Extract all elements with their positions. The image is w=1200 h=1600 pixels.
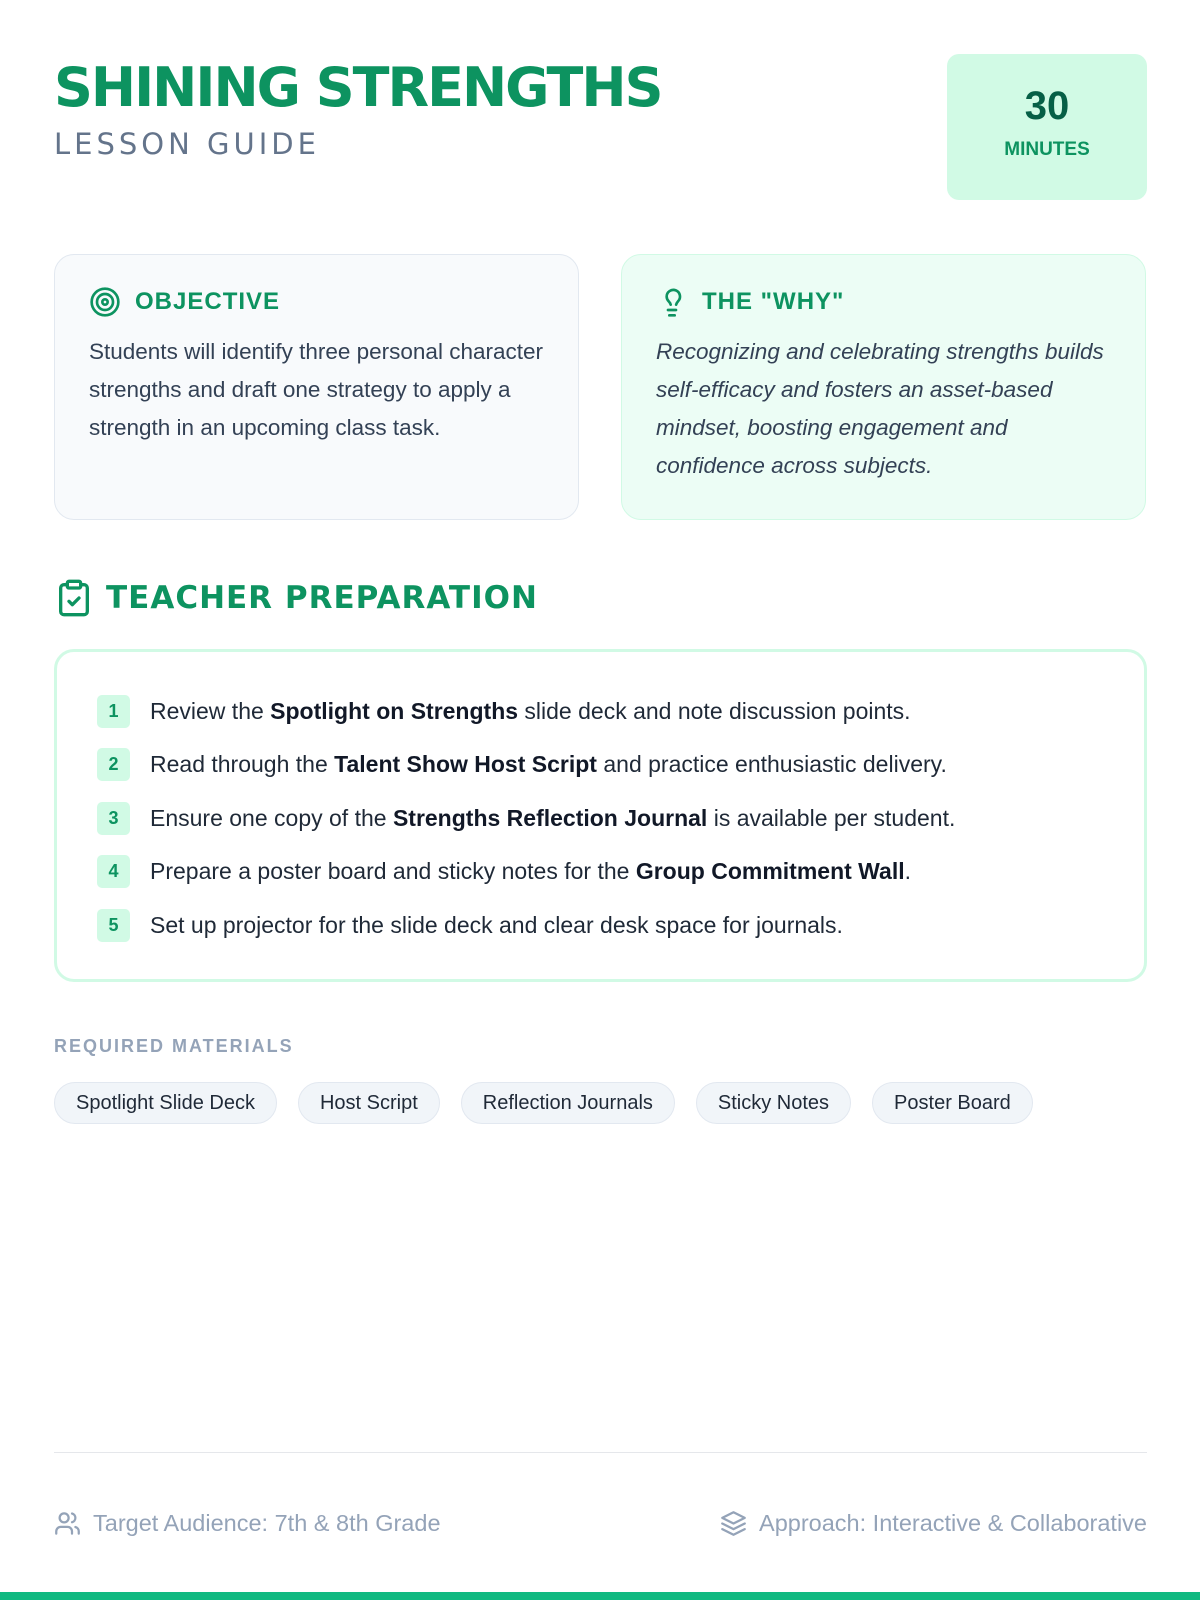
step-text: Read through the Talent Show Host Script and practice enthusiastic delivery.: [150, 751, 947, 778]
audience-text: Target Audience: 7th & 8th Grade: [93, 1509, 441, 1536]
duration-unit: MINUTES: [1004, 139, 1090, 160]
step-text: Ensure one copy of the Strengths Reflection Journal is available per student.: [150, 804, 956, 831]
clipboard-check-icon: [54, 578, 94, 618]
materials-list: [54, 1082, 1054, 1124]
material-chip: Poster Board: [872, 1082, 1033, 1124]
step-item: [97, 747, 1104, 782]
material-chip: Spotlight Slide Deck: [54, 1082, 277, 1124]
preparation-title: TEACHER PREPARATION: [106, 580, 538, 616]
step-number: 1: [97, 695, 130, 728]
objective-title: OBJECTIVE: [135, 288, 281, 315]
approach-text: Approach: Interactive & Collaborative: [759, 1509, 1147, 1536]
step-number: 5: [97, 909, 130, 942]
step-number: 3: [97, 802, 130, 835]
bottom-accent-bar: [0, 1592, 1200, 1600]
preparation-steps: [54, 649, 1147, 982]
preparation-heading: [54, 575, 538, 621]
materials-label: REQUIRED MATERIALS: [54, 1036, 294, 1056]
why-text: Recognizing and celebrating strengths builds self-efficacy and fosters an asset-based mindset, boosting engagement and confidence across subjects.: [656, 339, 1104, 478]
footer-divider: [54, 1452, 1147, 1453]
step-item: [97, 694, 1104, 729]
objective-card: [54, 254, 579, 520]
material-chip: Host Script: [298, 1082, 440, 1124]
duration-value: 30: [1024, 84, 1070, 128]
page-title: SHINING STRENGTHS: [54, 56, 662, 119]
why-title: THE "WHY": [702, 288, 845, 315]
step-number: 2: [97, 748, 130, 781]
material-chip: Reflection Journals: [461, 1082, 675, 1124]
why-card: [621, 254, 1146, 520]
lesson-guide-page: [54, 0, 1147, 1600]
material-chip: Sticky Notes: [696, 1082, 851, 1124]
step-text: Review the Spotlight on Strengths slide deck and note discussion points.: [150, 698, 911, 724]
step-text: Prepare a poster board and sticky notes for the Group Commitment Wall.: [150, 858, 911, 885]
target-icon: [89, 286, 121, 318]
page-subtitle: LESSON GUIDE: [54, 127, 320, 161]
step-item: [97, 854, 1104, 889]
users-icon: [54, 1510, 81, 1537]
lightbulb-icon: [656, 286, 688, 318]
objective-text: Students will identify three personal character strengths and draft one strategy to apply a strength in an upcoming class task.: [89, 339, 543, 440]
duration-badge: [947, 54, 1147, 200]
step-number: 4: [97, 855, 130, 888]
step-text: Set up projector for the slide deck and clear desk space for journals.: [150, 911, 843, 938]
step-item: [97, 908, 1104, 943]
footer-approach: [720, 1507, 1147, 1539]
step-item: [97, 801, 1104, 836]
footer-audience: [54, 1507, 441, 1539]
layers-icon: [720, 1510, 747, 1537]
